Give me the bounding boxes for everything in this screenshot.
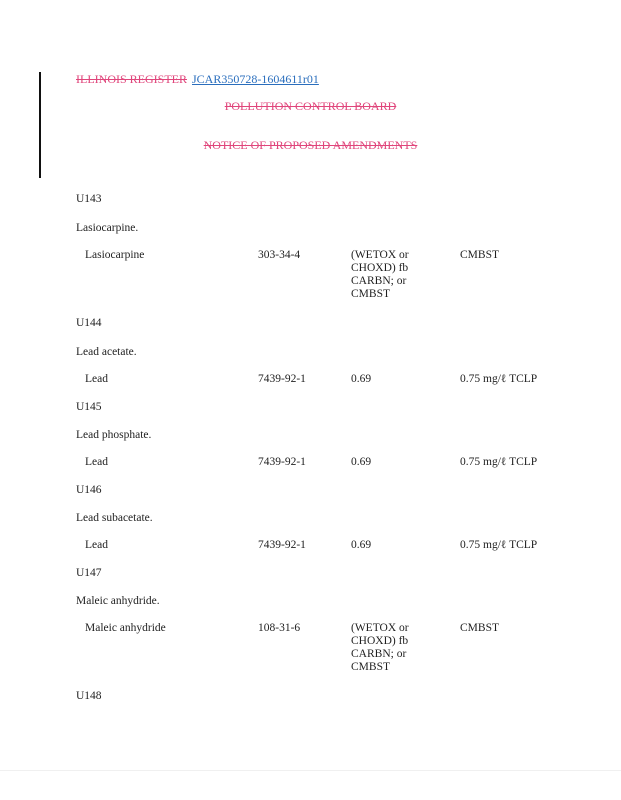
register-header — [76, 72, 319, 87]
waste-code: U147 — [76, 567, 102, 579]
standard-line: CHOXD) fb — [351, 635, 409, 647]
change-bar — [39, 72, 41, 178]
register-inserted-text: JCAR350728-1604611r01 — [192, 72, 319, 86]
board-header — [0, 99, 621, 114]
standard-line: (WETOX or — [351, 622, 409, 634]
board-struck-text: POLLUTION CONTROL BOARD — [224, 99, 397, 113]
nonwastewater-standard: 0.69 — [351, 456, 372, 468]
waste-code: U143 — [76, 193, 102, 205]
waste-code: U144 — [76, 317, 102, 329]
standard-line: CHOXD) fb — [351, 262, 409, 274]
waste-name: Lasiocarpine. — [76, 222, 139, 234]
waste-name: Maleic anhydride. — [76, 595, 160, 607]
nonwastewater-standard: 0.69 — [351, 539, 372, 551]
waste-code: U146 — [76, 484, 102, 496]
register-struck-text: ILLINOIS REGISTER — [76, 72, 187, 86]
constituent: Lead — [85, 539, 108, 551]
other-standard: 0.75 mg/ℓ TCLP — [460, 373, 538, 385]
other-standard: 0.75 mg/ℓ TCLP — [460, 539, 538, 551]
standard-line: CARBN; or — [351, 648, 407, 660]
cas-number: 303-34-4 — [258, 249, 301, 261]
cas-number: 7439-92-1 — [258, 373, 306, 385]
other-standard: 0.75 mg/ℓ TCLP — [460, 456, 538, 468]
constituent: Lasiocarpine — [85, 249, 145, 261]
cas-number: 108-31-6 — [258, 622, 301, 634]
standard-line: CARBN; or — [351, 275, 407, 287]
waste-name: Lead subacetate. — [76, 512, 153, 524]
waste-code: U145 — [76, 401, 102, 413]
constituent: Lead — [85, 456, 108, 468]
cas-number: 7439-92-1 — [258, 456, 306, 468]
other-standard: CMBST — [460, 622, 499, 634]
standard-line: (WETOX or — [351, 249, 409, 261]
nonwastewater-standard: 0.69 — [351, 373, 372, 385]
waste-code: U148 — [76, 690, 102, 702]
page-bottom-edge — [0, 770, 621, 771]
cas-number: 7439-92-1 — [258, 539, 306, 551]
waste-name: Lead acetate. — [76, 346, 137, 358]
waste-name: Lead phosphate. — [76, 429, 152, 441]
standard-line: CMBST — [351, 288, 390, 300]
notice-header — [0, 138, 621, 153]
constituent: Maleic anhydride — [85, 622, 166, 634]
standard-line: CMBST — [351, 661, 390, 673]
notice-struck-text: NOTICE OF PROPOSED AMENDMENTS — [203, 138, 418, 152]
nonwastewater-standard — [351, 622, 409, 674]
nonwastewater-standard — [351, 249, 409, 301]
constituent: Lead — [85, 373, 108, 385]
other-standard: CMBST — [460, 249, 499, 261]
